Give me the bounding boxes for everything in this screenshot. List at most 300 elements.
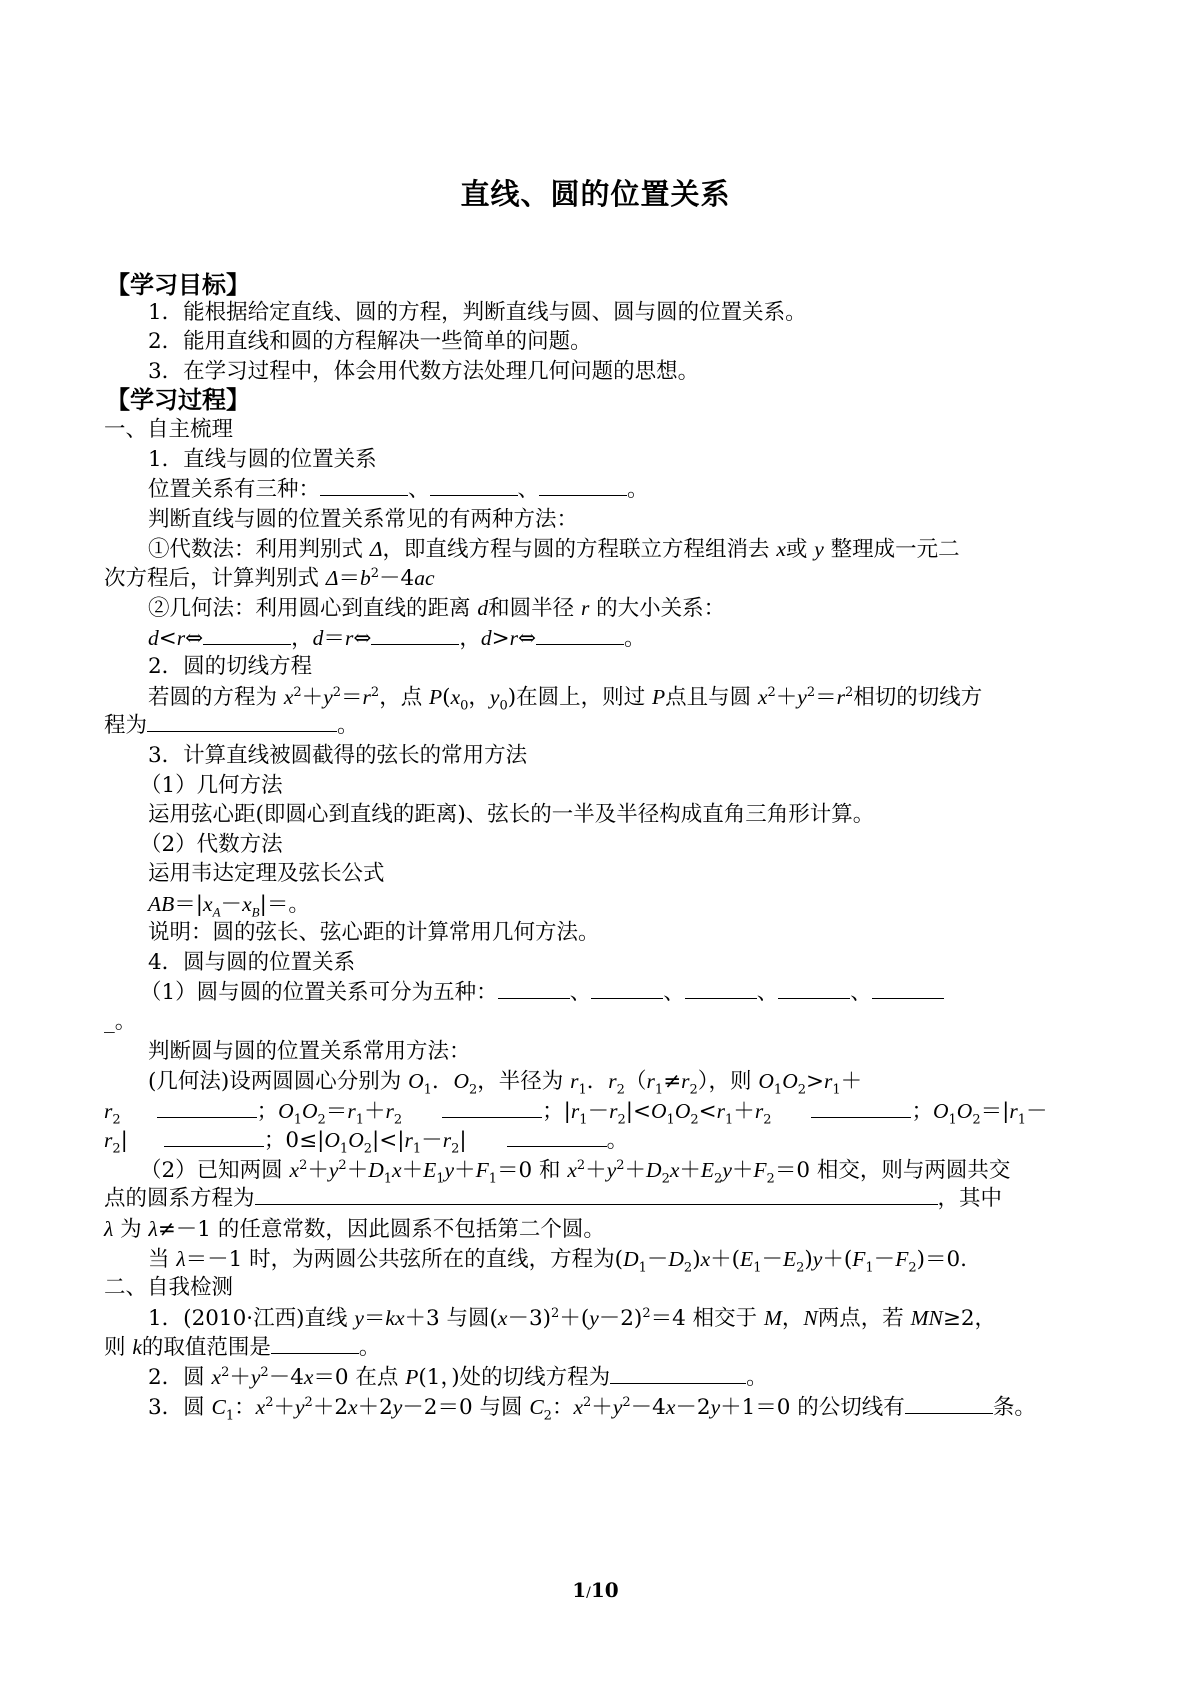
subscript: 2 [468, 1082, 478, 1098]
text: 和 [532, 1158, 568, 1183]
s1-geometric-method [148, 593, 725, 624]
s1-algebraic-method-cont [104, 563, 435, 594]
math-x: x [700, 1247, 711, 1271]
text: 的大小关系： [596, 596, 726, 621]
math-lambda: λ [176, 1247, 186, 1271]
abs-bar: | [317, 1128, 325, 1153]
subscript: 2 [543, 1408, 552, 1424]
text: ＋1＝0 的公切线有 [720, 1395, 905, 1420]
math-d: d [312, 626, 324, 650]
math-x: x [203, 892, 213, 916]
text: < [698, 1099, 717, 1124]
s2-tangent-text-cont [104, 711, 359, 741]
text: ． [586, 1069, 609, 1094]
math-x: x [392, 1158, 402, 1182]
abs-bar: | [563, 1099, 571, 1124]
math-y: y [392, 1395, 403, 1419]
subscript: 1 [666, 1112, 675, 1128]
subscript: 1 [383, 1171, 393, 1187]
text: > [806, 1069, 825, 1094]
answer-blank[interactable] [320, 475, 408, 496]
text: 3．圆 [148, 1395, 212, 1420]
text: －2＝0 与圆 [402, 1395, 530, 1420]
text: < [632, 1099, 651, 1124]
math-E: E [740, 1247, 754, 1271]
math-r: r [570, 1099, 580, 1123]
text: ＋ [301, 685, 324, 710]
text: ＋ [731, 1158, 754, 1183]
process-heading: 【学习过程】 [106, 386, 250, 414]
answer-blank[interactable] [685, 978, 757, 999]
subscript: 1 [1017, 1112, 1027, 1128]
exponent: 2 [304, 1394, 313, 1410]
subscript: 1 [436, 1171, 445, 1187]
answer-blank[interactable] [536, 624, 624, 645]
math-x: x [573, 1395, 584, 1419]
subscript: 2 [617, 1112, 626, 1128]
s3-title: 3．计算直线被圆截得的弦长的常用方法 [148, 743, 528, 768]
period: 。 [337, 713, 359, 738]
text: ＝－1 时，为两圆公共弦所在的直线，方程为 [185, 1247, 615, 1272]
s4-common-chord [148, 1244, 967, 1275]
iff-symbol: ⇔ [517, 626, 536, 651]
subscript: 2 [797, 1082, 806, 1098]
math-x: x [450, 685, 461, 709]
answer-blank[interactable] [498, 978, 570, 999]
text: 1．(2010·江西)直线 [148, 1306, 355, 1331]
exponent: 2 [622, 1394, 631, 1410]
text: ( [843, 1247, 853, 1272]
subscript: 2 [766, 1171, 775, 1187]
exponent: 2 [221, 1364, 230, 1380]
subscript: 2 [908, 1260, 917, 1276]
period: 。 [746, 1365, 768, 1390]
subscript: 1 [293, 1112, 302, 1128]
text: ( [614, 1247, 624, 1272]
subscript: 2 [763, 1112, 772, 1128]
answer-blank[interactable] [271, 1333, 359, 1354]
text: －4 [630, 1395, 666, 1420]
math-x: x [665, 1395, 676, 1419]
subscript: 2 [796, 1260, 805, 1276]
text: ＝0. [925, 1247, 968, 1272]
s3-geo-title: （1）几何方法 [140, 773, 283, 798]
subscript: 2 [317, 1112, 326, 1128]
text: ( [731, 1247, 741, 1272]
math-y: y [328, 1158, 339, 1182]
separator: 、 [408, 477, 430, 502]
subscript: 1 [579, 1112, 588, 1128]
math-k: k [132, 1335, 142, 1359]
text: 若圆的方程为 [148, 685, 284, 710]
text: ＝ [325, 1099, 348, 1124]
math-y: y [797, 685, 807, 709]
text: － [587, 1099, 610, 1124]
text: ＝0 在点 [313, 1365, 406, 1390]
answer-blank[interactable] [507, 1126, 607, 1147]
math-delta: Δ [369, 537, 383, 561]
math-MN: MN [910, 1306, 943, 1330]
question-2 [148, 1362, 768, 1393]
text: 整理成一元二 [830, 537, 960, 562]
answer-blank[interactable] [778, 978, 850, 999]
text: > [491, 626, 510, 651]
text: ， [459, 626, 481, 651]
separator: 、 [663, 980, 685, 1005]
text: － [220, 892, 243, 917]
text: ＋ [454, 1158, 476, 1183]
math-delta: Δ [325, 566, 339, 590]
question-3 [148, 1392, 1036, 1423]
text: ＝ [815, 685, 837, 710]
text: ． [431, 1069, 454, 1094]
s4-five-types [140, 978, 944, 1008]
subscript: 1 [948, 1112, 957, 1128]
subscript: 2 [112, 1141, 121, 1157]
answer-blank[interactable] [539, 475, 627, 496]
subscript: 1 [355, 1112, 364, 1128]
goal-item-2: 2．能用直线和圆的方程解决一些简单的问题。 [148, 329, 592, 354]
math-r: r [104, 1128, 113, 1152]
goal-item-3: 3．在学习过程中，体会用代数方法处理几何问题的思想。 [148, 359, 700, 384]
math-r: r [104, 1099, 113, 1123]
abs-bar: | [120, 1128, 128, 1153]
abs-bar: | [195, 892, 204, 917]
subscript: 2 [683, 1260, 693, 1276]
s4-five-types-tail: _。 [104, 1009, 137, 1034]
math-x: x [757, 685, 768, 709]
text: ，点 [379, 685, 430, 710]
text: ②几何法：利用圆心到直线的距离 [148, 596, 478, 621]
s2-tangent-text [148, 682, 982, 713]
subscript: 2 [616, 1082, 625, 1098]
text: ， [781, 1306, 804, 1331]
math-r: r [609, 1099, 618, 1123]
math-O: O [758, 1069, 774, 1093]
math-r: r [404, 1128, 413, 1152]
answer-blank[interactable] [371, 624, 459, 645]
separator: 、 [517, 477, 540, 502]
text: ； [542, 1099, 564, 1124]
abs-bar: | [259, 892, 267, 917]
text: (几何法)设两圆圆心分别为 [148, 1069, 409, 1094]
question-1 [148, 1303, 996, 1334]
text: ＋( [559, 1306, 590, 1331]
answer-blank[interactable] [203, 624, 291, 645]
answer-blank[interactable] [164, 1126, 264, 1147]
text: 2．圆 [148, 1365, 212, 1390]
s4-geo-method-cont1 [104, 1096, 1048, 1127]
math-y: y [722, 1158, 732, 1182]
text: － [873, 1247, 896, 1272]
text: 相切的切线方 [853, 685, 983, 710]
text: （2）已知两圆 [140, 1158, 290, 1183]
math-y: y [612, 1395, 623, 1419]
math-r: r [570, 1069, 579, 1093]
math-y: y [354, 1306, 364, 1330]
text: ＝ [323, 626, 345, 651]
subscript: A [212, 904, 221, 920]
math-x: x [394, 1306, 405, 1330]
math-r: r [344, 626, 354, 650]
iff-symbol: ⇔ [185, 626, 204, 651]
answer-blank[interactable] [811, 1097, 911, 1118]
answer-blank[interactable] [610, 1363, 746, 1384]
math-P: P [405, 1365, 419, 1389]
subscript: 0 [499, 698, 508, 714]
math-y: y [489, 685, 500, 709]
text: 则 [104, 1335, 133, 1360]
document-title: 直线、圆的位置关系 [460, 177, 731, 211]
answer-blank[interactable] [147, 711, 337, 732]
math-N: N [803, 1306, 818, 1330]
separator: 、 [850, 980, 872, 1005]
s1-types-prefix: 位置关系有三种： [148, 477, 321, 502]
math-lambda: λ [148, 1217, 158, 1241]
text: ＝0 [774, 1158, 810, 1183]
text: < [158, 626, 177, 651]
math-O: O [278, 1099, 294, 1123]
text: －4 [379, 566, 415, 591]
answer-blank[interactable] [430, 475, 518, 496]
text: ； [263, 1128, 286, 1153]
text: （1）圆与圆的位置关系可分为五种： [140, 980, 498, 1005]
text: 在圆上，则过 [516, 685, 652, 710]
math-r: r [716, 1099, 726, 1123]
separator: 、 [569, 980, 592, 1005]
math-E: E [700, 1158, 715, 1182]
s4-geo-method-cont2 [104, 1125, 628, 1156]
subscript: 2 [393, 1112, 403, 1128]
math-F: F [852, 1247, 866, 1271]
math-ac: ac [414, 566, 435, 590]
math-x: x [283, 685, 294, 709]
text: ，其中 [937, 1186, 1003, 1211]
subscript: 2 [112, 1112, 121, 1128]
math-x: x [255, 1395, 266, 1419]
math-r: r [362, 685, 371, 709]
subscript: 2 [363, 1141, 372, 1157]
text: ， [291, 626, 313, 651]
math-O: O [956, 1099, 973, 1123]
text: ＋ [591, 1395, 613, 1420]
math-P: P [429, 685, 443, 709]
text: ＝ [174, 892, 196, 917]
text: 或 [785, 537, 808, 562]
text: ＋2 [357, 1395, 393, 1420]
math-y: y [812, 1247, 823, 1271]
math-x: x [348, 1395, 358, 1419]
math-F: F [475, 1158, 489, 1182]
math-y: y [589, 1306, 599, 1330]
exponent: 2 [338, 1157, 347, 1173]
math-y: y [606, 1158, 617, 1182]
math-O: O [651, 1099, 667, 1123]
text: ＋ [273, 1395, 295, 1420]
subscript: 1 [225, 1408, 235, 1424]
math-r: r [681, 1069, 690, 1093]
math-x: x [289, 1158, 300, 1182]
text: ＋ [710, 1247, 732, 1272]
text: 次方程后，计算判别式 [104, 566, 326, 591]
math-AB: AB [148, 892, 175, 916]
math-d: d [148, 626, 159, 650]
math-E: E [782, 1247, 797, 1271]
text: ) [507, 685, 517, 710]
s4-geo-method [148, 1066, 862, 1097]
s1-distance-relations [148, 623, 646, 654]
text: ），则 [697, 1069, 759, 1094]
exponent: 2 [332, 684, 342, 700]
text: 0 [285, 1128, 300, 1153]
current-page: 1 [572, 1578, 587, 1602]
subscript: 1 [832, 1082, 841, 1098]
text: ＝。 [266, 892, 310, 917]
text: 的取值范围是 [141, 1335, 271, 1360]
period: 。 [606, 1128, 629, 1153]
iff-symbol: ⇔ [353, 626, 372, 651]
text: ，即直线方程与圆的方程联立方程组消去 [382, 537, 777, 562]
exponent: 2 [299, 1157, 308, 1173]
math-O: O [453, 1069, 469, 1093]
subscript: 1 [865, 1260, 874, 1276]
text: － [421, 1128, 443, 1153]
text: ≥2， [942, 1306, 997, 1331]
math-y: y [323, 685, 333, 709]
math-F: F [895, 1247, 909, 1271]
answer-blank[interactable] [442, 1097, 542, 1118]
s4-title: 4．圆与圆的位置关系 [148, 950, 356, 975]
text: ＋2 [312, 1395, 349, 1420]
text: ＋ [624, 1158, 647, 1183]
math-O: O [674, 1099, 691, 1123]
math-x: x [303, 1365, 314, 1389]
text: 为 [113, 1217, 149, 1242]
exponent: 2 [370, 684, 380, 700]
math-D: D [368, 1158, 384, 1182]
subscript: 2 [972, 1112, 981, 1128]
answer-blank[interactable] [591, 978, 663, 999]
subscript: 2 [714, 1171, 723, 1187]
text: 程为 [104, 713, 148, 738]
text: ； [911, 1099, 933, 1124]
text: 条。 [992, 1395, 1036, 1420]
math-E: E [423, 1158, 437, 1182]
math-y: y [710, 1395, 721, 1419]
math-r: r [580, 596, 590, 620]
answer-blank[interactable] [905, 1393, 993, 1414]
math-r: r [646, 1069, 655, 1093]
exponent: 2 [642, 1305, 651, 1321]
text: 相交，则与两圆共交 [810, 1158, 1011, 1183]
math-O: O [348, 1128, 364, 1152]
text: ＝ [363, 1306, 386, 1331]
math-x: x [211, 1365, 222, 1389]
math-y: y [814, 537, 824, 561]
math-lambda: λ [104, 1217, 114, 1241]
s4-methods: 判断圆与圆的位置关系常用方法： [148, 1039, 471, 1064]
subscript: 2 [689, 1082, 698, 1098]
text: ≤ [299, 1128, 318, 1153]
answer-blank[interactable] [872, 978, 944, 999]
text: （ [624, 1069, 647, 1094]
math-d: d [480, 626, 492, 650]
text: ( [442, 685, 451, 710]
answer-blank[interactable] [255, 1184, 938, 1205]
text: ) [692, 1247, 701, 1272]
text: ＝0 [496, 1158, 533, 1183]
subscript: 2 [661, 1171, 670, 1187]
subscript: 1 [488, 1171, 497, 1187]
s3-note: 说明：圆的弦长、弦心距的计算常用几何方法。 [148, 920, 600, 945]
goal-item-1: 1．能根据给定直线、圆的方程，判断直线与圆、圆与圆的位置关系。 [148, 300, 807, 325]
subscript: 1 [423, 1082, 432, 1098]
period: 。 [627, 477, 649, 502]
math-x: x [497, 1306, 508, 1330]
math-r: r [824, 1069, 833, 1093]
text: ，半径为 [477, 1069, 571, 1094]
text: ＋ [401, 1158, 424, 1183]
text: ＋ [585, 1158, 607, 1183]
text: －2 [675, 1395, 711, 1420]
text: ＝4 相交于 [650, 1306, 764, 1331]
subscript: 1 [339, 1141, 349, 1157]
text: ＋ [229, 1365, 251, 1390]
text: －2) [598, 1306, 643, 1331]
period: 。 [358, 1335, 381, 1360]
abs-bar: | [372, 1128, 380, 1153]
page-indicator [0, 1578, 1191, 1602]
text: < [379, 1128, 398, 1153]
s1-algebraic-method [148, 534, 960, 565]
math-O: O [932, 1099, 949, 1123]
exponent: 2 [583, 1394, 592, 1410]
text: ＋ [775, 685, 798, 710]
text: 点的圆系方程为 [104, 1186, 255, 1211]
exponent: 2 [845, 684, 854, 700]
exponent: 2 [265, 1394, 274, 1410]
text: ①代数法：利用判别式 [148, 537, 370, 562]
s1-methods: 判断直线与圆的位置关系常见的有两种方法： [148, 507, 579, 532]
math-y: y [295, 1395, 305, 1419]
math-r: r [836, 685, 846, 709]
text: ＋ [363, 1099, 386, 1124]
part1-heading: 一、自主梳理 [104, 417, 234, 442]
subscript: B [251, 904, 260, 920]
text: 和圆半径 [488, 596, 581, 621]
exponent: 2 [806, 684, 816, 700]
text: ＋ [346, 1158, 369, 1183]
abs-bar: | [1002, 1099, 1010, 1124]
text: ， [468, 685, 490, 710]
math-x: x [242, 892, 252, 916]
s1-types-line [148, 475, 649, 505]
text: ( [489, 1306, 498, 1331]
text: ： [551, 1395, 574, 1420]
text: － [1026, 1099, 1048, 1124]
text: 两点，若 [817, 1306, 911, 1331]
subscript: 1 [753, 1260, 762, 1276]
math-d: d [477, 596, 489, 620]
math-y: y [250, 1365, 261, 1389]
math-D: D [623, 1247, 639, 1271]
text: ≠ [663, 1069, 682, 1094]
math-O: O [782, 1069, 798, 1093]
text: ) [804, 1247, 813, 1272]
answer-blank[interactable] [157, 1097, 257, 1118]
text: (1，)处的切线方程为 [418, 1365, 611, 1390]
math-r: r [754, 1099, 764, 1123]
